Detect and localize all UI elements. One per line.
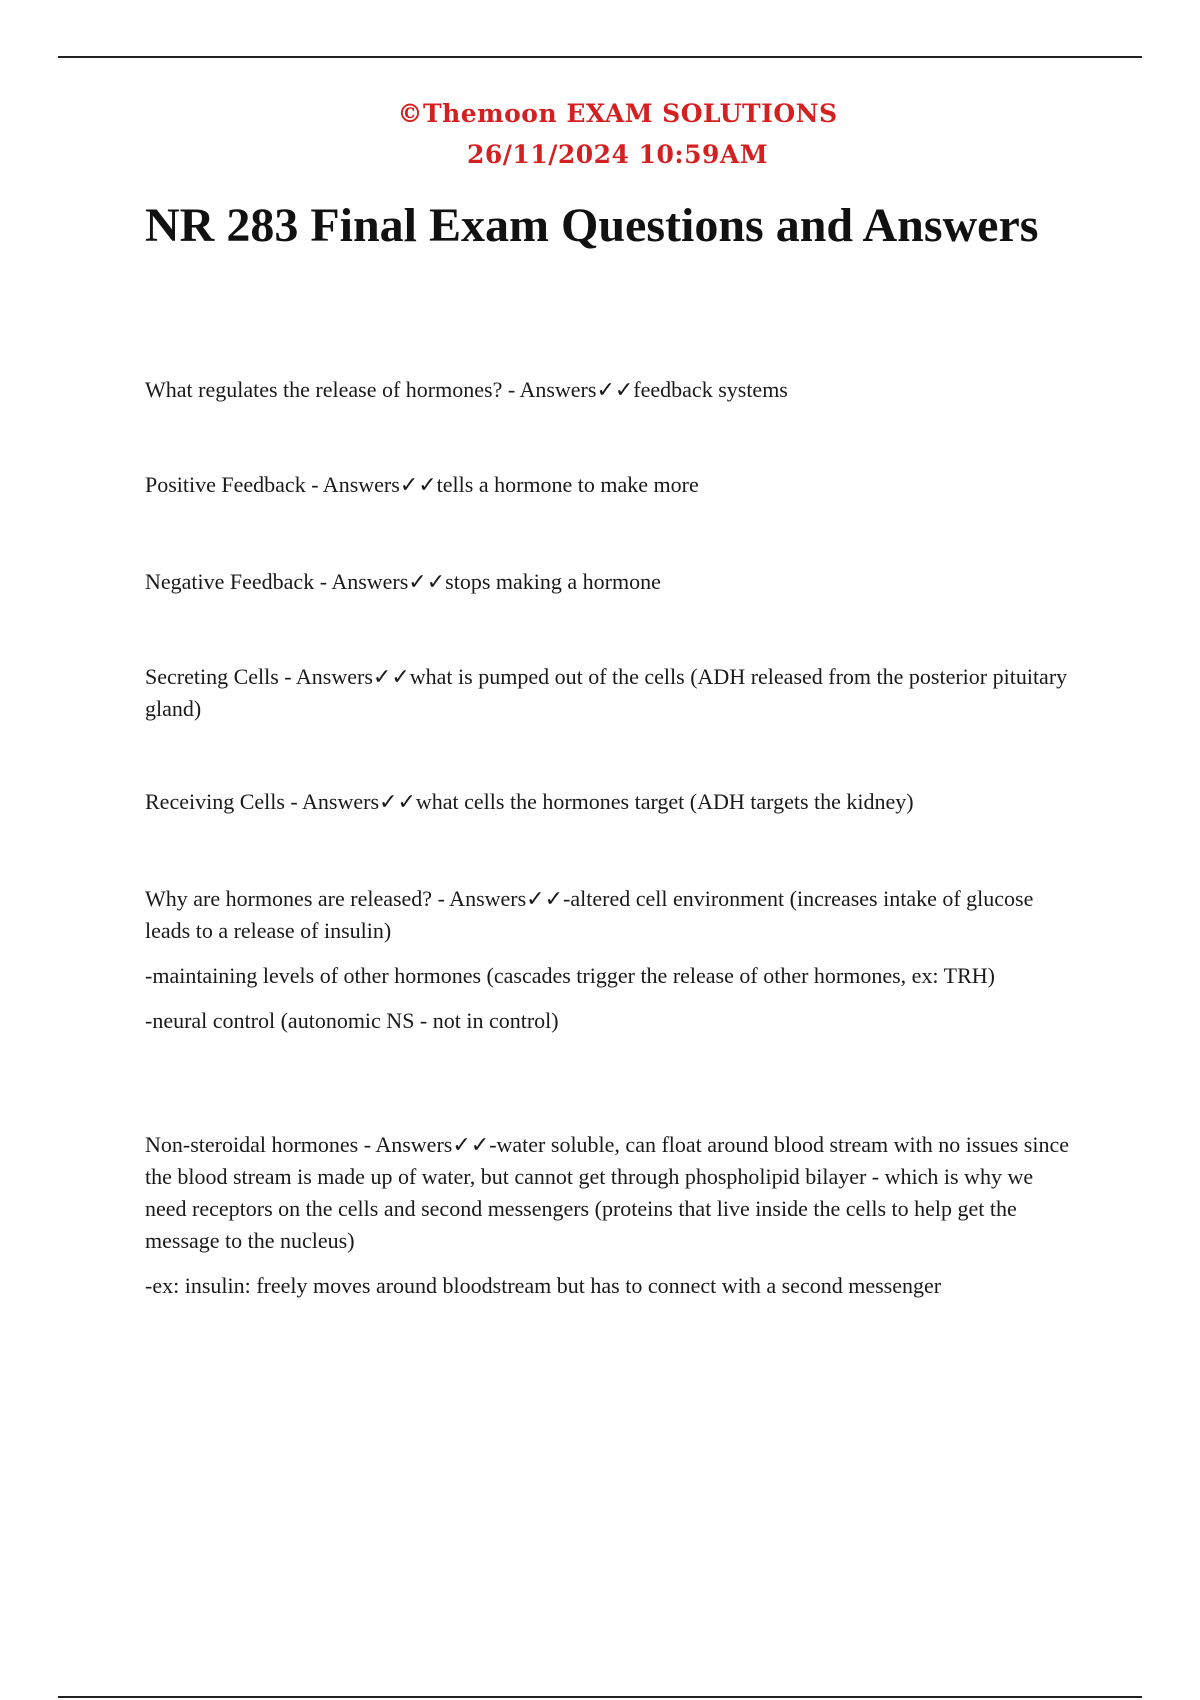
qa-item (145, 566, 1075, 598)
watermark-line-1: ©Themoon EXAM SOLUTIONS (397, 99, 838, 128)
qa-text: Receiving Cells - Answers✓✓what cells the hormones target (ADH targets the kidney) (145, 789, 914, 814)
qa-text: Non-steroidal hormones - Answers✓✓-water soluble, can float around blood stream with no issues since the blood stream is made up of water, but cannot get through phospholipid bilayer - which is why we need receptors on the cells and second messengers (proteins that live inside the cells to help get the message to the nucleus) (145, 1132, 1069, 1253)
qa-text: -maintaining levels of other hormones (cascades trigger the release of other hormones, ex: TRH) (145, 963, 995, 988)
watermark-line-2: 26/11/2024 10:59AM (466, 140, 768, 169)
qa-item (145, 786, 1075, 818)
qa-text: Secreting Cells - Answers✓✓what is pumped out of the cells (ADH released from the posterior pituitary gland) (145, 664, 1068, 721)
qa-text: -neural control (autonomic NS - not in control) (145, 1008, 559, 1033)
qa-item (145, 374, 1075, 406)
document-title: NR 283 Final Exam Questions and Answers (145, 199, 1039, 252)
qa-text: -ex: insulin: freely moves around bloodstream but has to connect with a second messenger (145, 1273, 942, 1298)
qa-text: Negative Feedback - Answers✓✓stops making a hormone (145, 569, 661, 594)
top-rule (58, 56, 1142, 58)
qa-text: Positive Feedback - Answers✓✓tells a hormone to make more (145, 472, 699, 497)
qa-item (145, 661, 1075, 725)
watermark (0, 93, 1200, 175)
qa-item (145, 469, 1075, 501)
qa-text: Why are hormones are released? - Answers✓✓-altered cell environment (increases intake of glucose leads to a release of insulin) (145, 886, 1034, 943)
qa-item (145, 883, 1075, 1037)
qa-item (145, 1129, 1075, 1302)
qa-text: What regulates the release of hormones? - Answers✓✓feedback systems (145, 377, 788, 402)
bottom-rule (58, 1696, 1142, 1698)
